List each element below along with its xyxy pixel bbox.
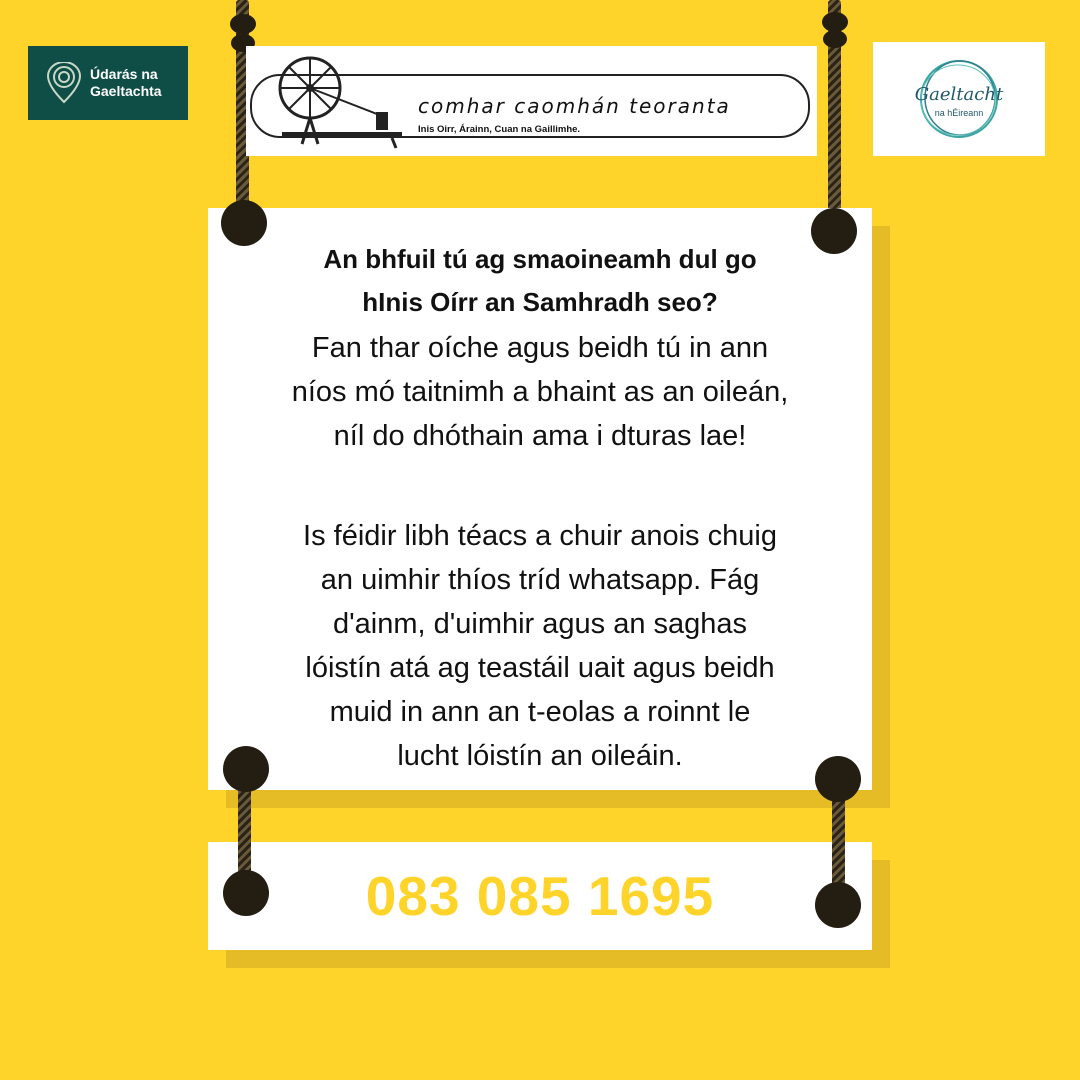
message-heading-line: hInis Oírr an Samhradh seo? bbox=[362, 287, 718, 317]
message-heading bbox=[230, 238, 850, 324]
paragraph-line: Fan thar oíche agus beidh tú in ann bbox=[311, 332, 769, 364]
gaeltacht-logo-subtitle: na hÉireann bbox=[934, 108, 984, 118]
gaeltacht-logo-title: Gaeltacht bbox=[914, 84, 1004, 105]
comhar-caomhan-logo bbox=[246, 46, 817, 156]
rope-knot bbox=[823, 30, 847, 48]
paragraph-line: níos mó taitnimh a bhaint as an oileán, bbox=[291, 376, 789, 408]
rope-knot bbox=[822, 12, 848, 32]
paragraph-line: Is féidir libh téacs a chuir anois chuig bbox=[303, 520, 777, 552]
comhar-logo-name: comhar caomhán teoranta bbox=[418, 94, 731, 118]
phone-board bbox=[208, 842, 872, 950]
paragraph-line: d'ainm, d'uimhir agus an saghas bbox=[332, 608, 748, 640]
spinning-wheel-icon bbox=[272, 52, 408, 152]
message-paragraph-2 bbox=[222, 514, 858, 778]
hanging-peg bbox=[221, 200, 267, 246]
paragraph-line: an uimhir thíos tríd whatsapp. Fág bbox=[320, 564, 760, 596]
paragraph-line: muid in ann an t-eolas a roinnt le bbox=[329, 696, 751, 728]
paragraph-line: lóistín atá ag teastáil uait agus beidh bbox=[305, 652, 775, 684]
paragraph-line: lucht lóistín an oileáin. bbox=[397, 740, 683, 772]
hanging-peg bbox=[815, 756, 861, 802]
gaeltacht-logo bbox=[873, 42, 1045, 156]
hanging-peg bbox=[811, 208, 857, 254]
hanging-peg bbox=[223, 870, 269, 916]
hanging-peg bbox=[223, 746, 269, 792]
rope-knot bbox=[230, 14, 256, 34]
message-board bbox=[208, 208, 872, 790]
udaras-emblem-icon bbox=[46, 62, 82, 104]
comhar-logo-address: Inis Oirr, Árainn, Cuan na Gaillimhe. bbox=[418, 124, 581, 135]
phone-number[interactable]: 083 085 1695 bbox=[365, 865, 715, 927]
hanging-peg bbox=[815, 882, 861, 928]
udaras-logo bbox=[28, 46, 188, 120]
message-paragraph-1 bbox=[222, 326, 858, 458]
udaras-logo-line2: Gaeltachta bbox=[90, 83, 162, 99]
paragraph-line: níl do dhóthain ama i dturas lae! bbox=[333, 420, 747, 452]
udaras-logo-line1: Údarás na bbox=[90, 66, 158, 82]
message-heading-line: An bhfuil tú ag smaoineamh dul go bbox=[323, 244, 757, 274]
